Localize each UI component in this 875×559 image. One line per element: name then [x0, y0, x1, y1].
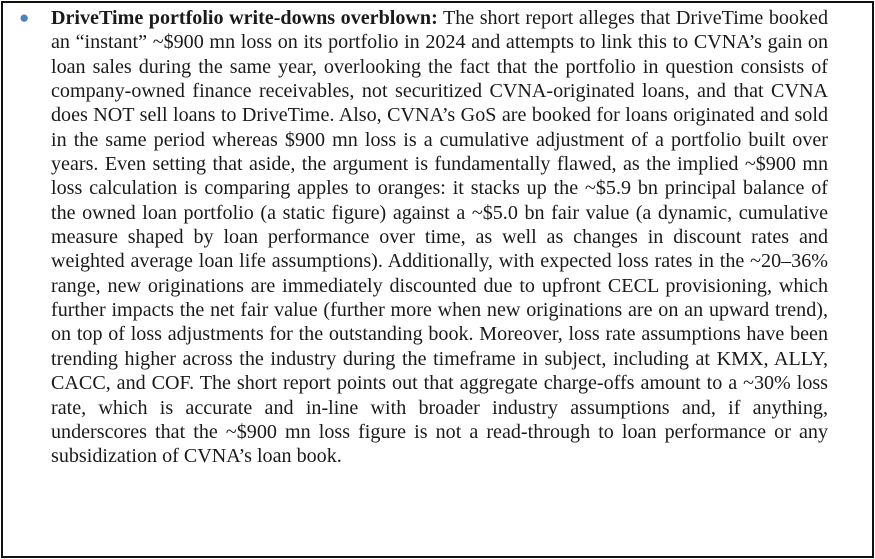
paragraph-body: The short report alleges that DriveTime booked an “instant” ~$900 mn loss on its portfolio in 2024 and attempts to link this to CVNA’s gain on loan sales during the same year, overlooking the fact that the portfolio in question consists of company-owned finance receivables, not securitized CVNA-originated loans, and that CVNA does NOT sell loans to DriveTime. Also, CVNA’s GoS are booked for loans originated and sold in the same period whereas $900 mn loss is a cumulative adjustment of a portfolio built over years. Even setting that aside, the argument is fundamentally flawed, as the implied ~$900 mn loss calculation is comparing apples to oranges: it stacks up the ~$5.9 bn principal balance of the owned loan portfolio (a static figure) against a ~$5.0 bn fair value (a dynamic, cumulative measure shaped by loan performance over time, as well as changes in discount rates and weighted average loan life assumptions). Additionally, with expected loss rates in the ~20–36% range, new originations are immediately discounted due to upfront CECL provisioning, which further impacts the net fair value (further more when new originations are on an upward trend), on top of loss adjustments for the outstanding book. Moreover, loss rate assumptions have been trending higher across the industry during the timeframe in subject, including at KMX, ALLY, CACC, and COF. The short report points out that aggregate charge-offs amount to a ~30% loss rate, which is accurate and in-line with broader industry assumptions and, if anything, underscores that the ~$900 mn loss figure is not a read-through to loan performance or any subsidization of CVNA’s loan book.: [51, 7, 828, 468]
bullet-icon: ●: [19, 8, 30, 27]
bordered-text-box: [1, 1, 874, 558]
paragraph-heading: DriveTime portfolio write-downs overblown:: [51, 7, 438, 29]
bullet-paragraph: [51, 6, 828, 469]
